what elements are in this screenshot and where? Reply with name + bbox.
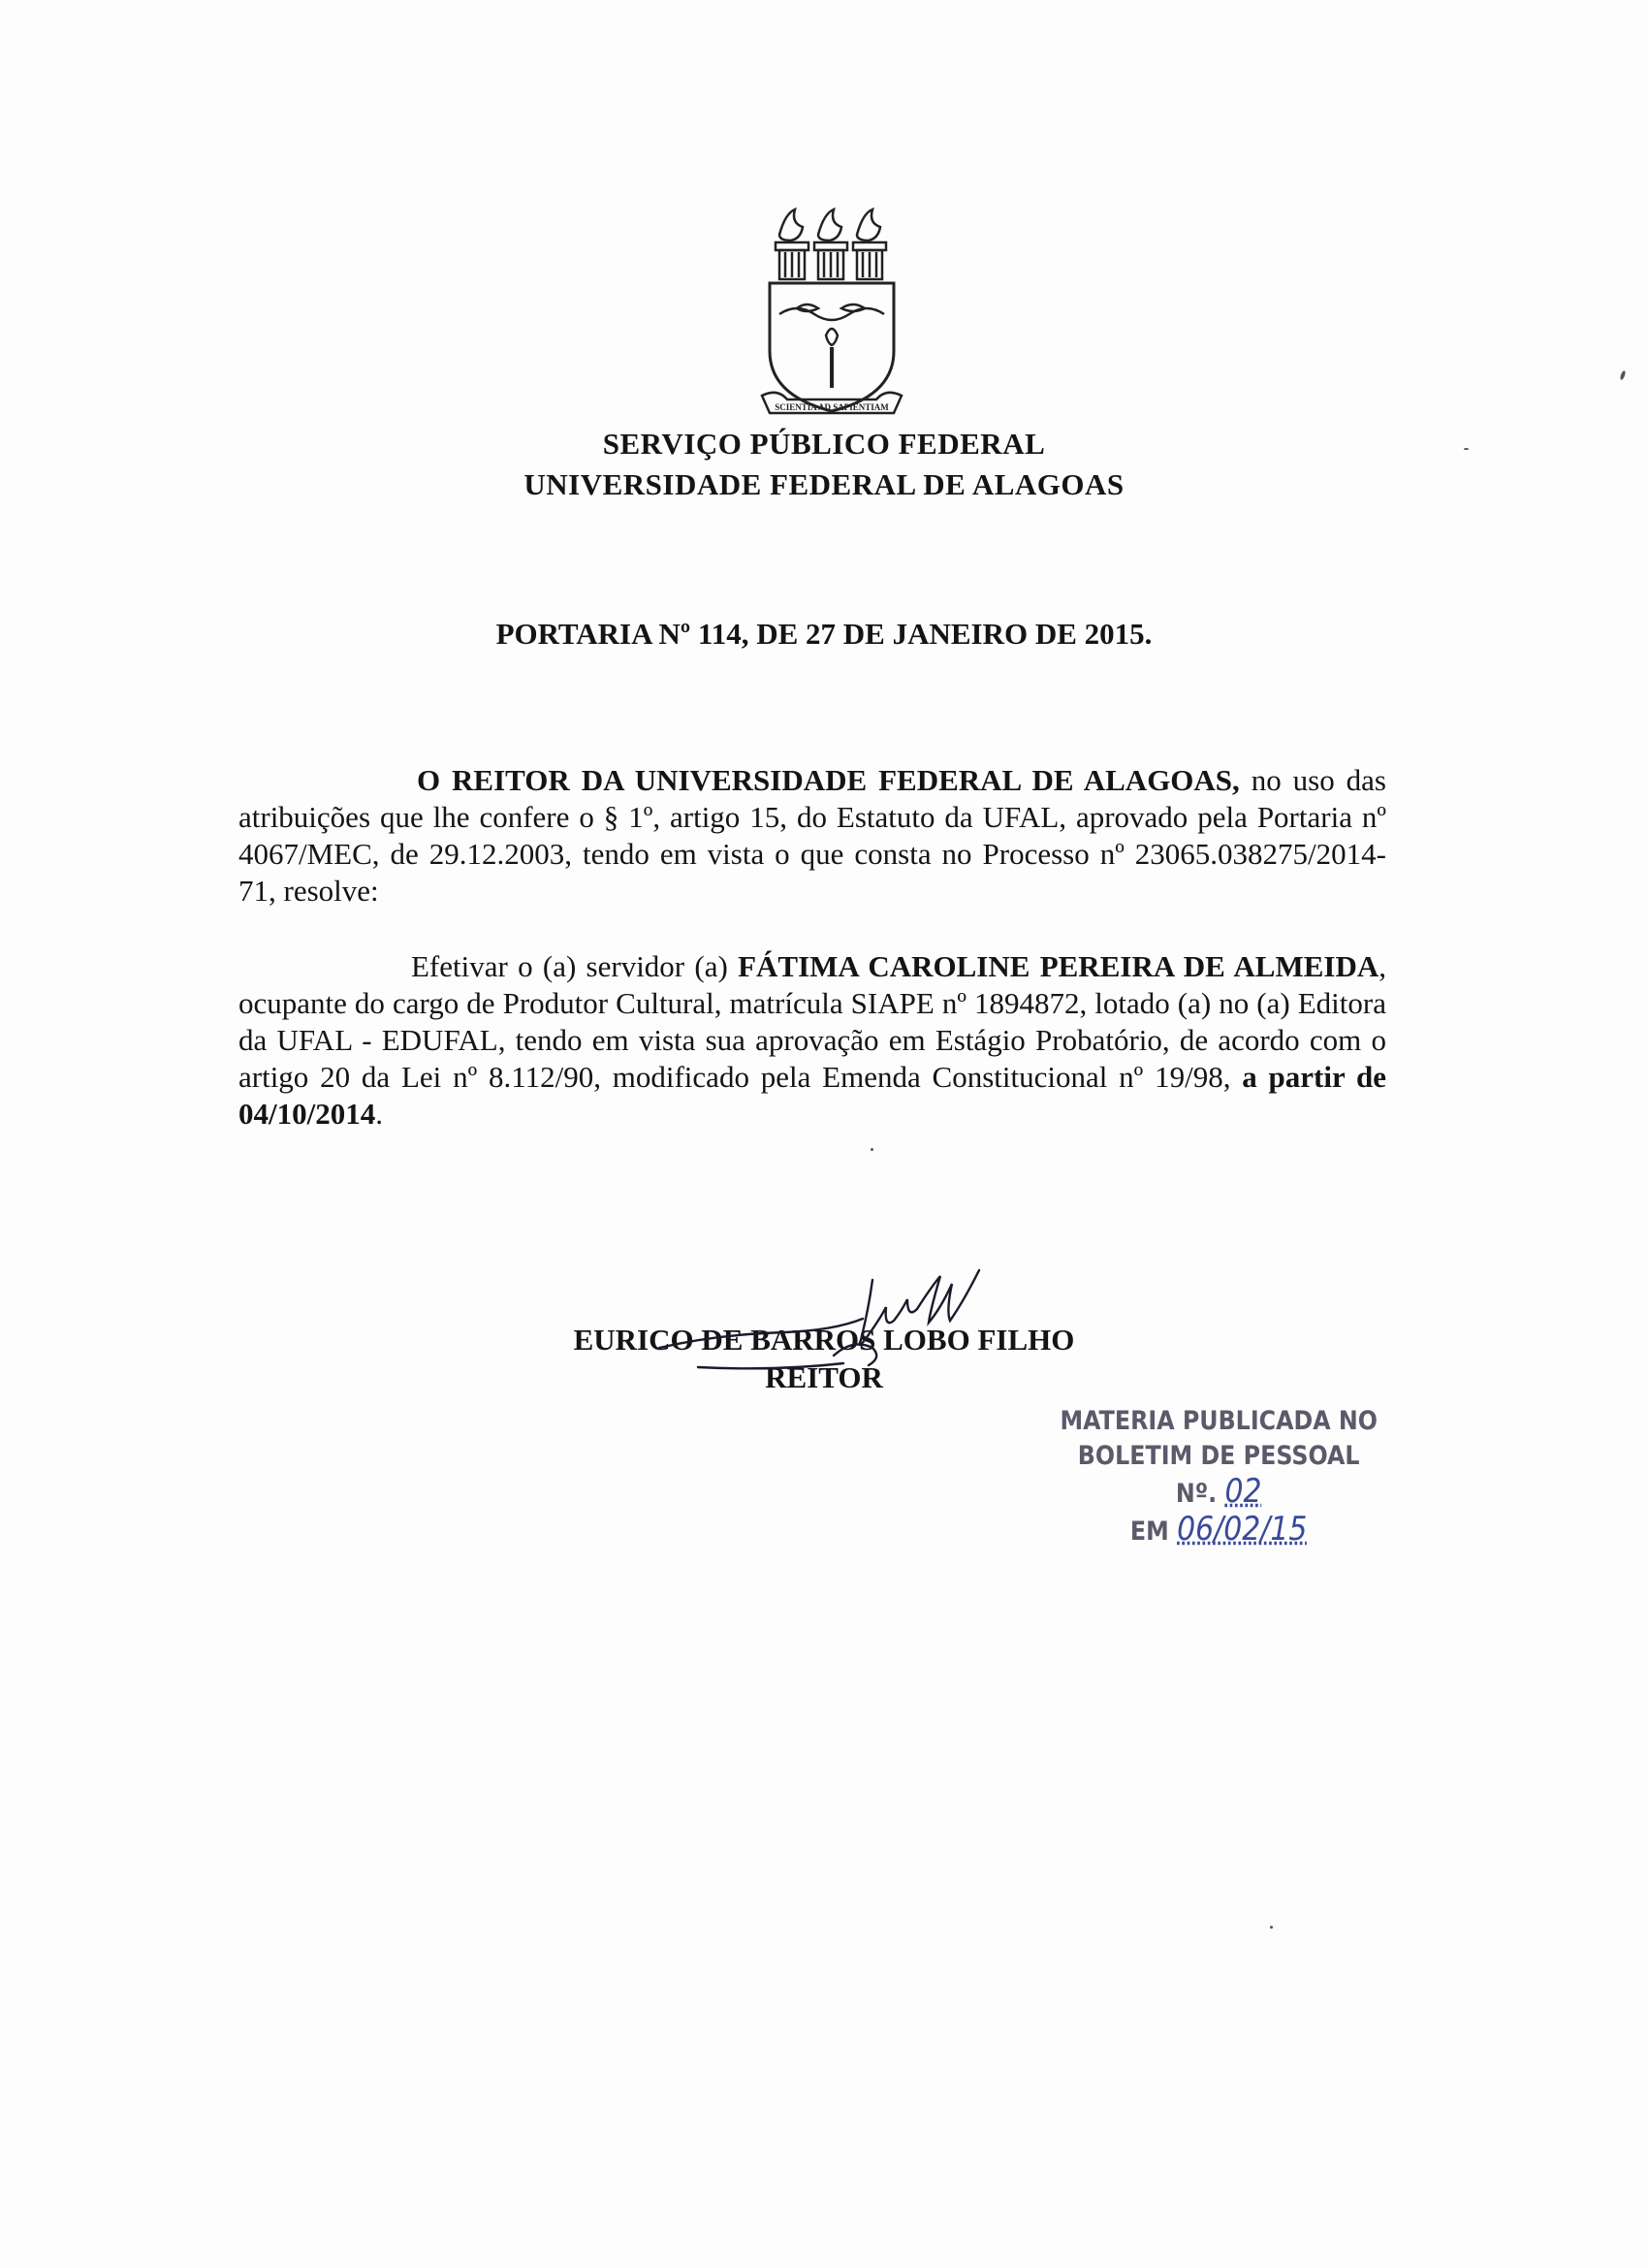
effective-date: a partir de 04/10/2014	[238, 1060, 1386, 1131]
signatory-title: REITOR	[765, 1360, 883, 1394]
crest-motto: SCIENTIA AD SAPIENTIAM	[775, 402, 889, 412]
portaria-title: PORTARIA Nº 114, DE 27 DE JANEIRO DE 2015.	[495, 617, 1153, 651]
paragraph-resolution	[238, 948, 1386, 1133]
preamble-bold: O REITOR DA UNIVERSIDADE FEDERAL DE ALAGOAS,	[417, 763, 1240, 797]
stamp-bulletin-number: 02	[1224, 1472, 1262, 1511]
employee-name: FÁTIMA CAROLINE PEREIRA DE ALMEIDA	[738, 949, 1379, 983]
header-line-2: UNIVERSIDADE FEDERAL DE ALAGOAS	[523, 467, 1125, 501]
resolution-end: .	[375, 1097, 383, 1131]
stamp-date-value: 06/02/15	[1177, 1510, 1308, 1549]
handwritten-signature	[640, 1251, 1047, 1406]
scan-speck	[871, 1148, 873, 1151]
stamp-date-label: EM	[1129, 1517, 1169, 1547]
stamp-bulletin-label: BOLETIM DE PESSOAL Nº.	[1077, 1441, 1360, 1509]
stamp-line-3	[1057, 1512, 1380, 1549]
scan-speck	[1464, 448, 1469, 450]
stamp-line-1: MATERIA PUBLICADA NO	[1060, 1406, 1378, 1436]
scan-speck	[1619, 370, 1626, 381]
university-crest-logo	[758, 206, 905, 421]
publication-stamp	[1057, 1404, 1380, 1549]
resolution-middle: , ocupante do cargo de Produtor Cultural, matrícula SIAPE nº 1894872, lotado (a) no (a) Editora da UFAL - EDUFAL, tendo em vista sua aprovação em Estágio Probatório, de acordo com o artigo 20 da Lei nº 8.112/90, modificado pela Emenda Constitucional nº 19/98,	[238, 949, 1386, 1094]
scan-speck	[1270, 1926, 1273, 1929]
signatory-name: EURICO DE BARROS LOBO FILHO	[573, 1323, 1075, 1357]
preamble-text: no uso das atribuições que lhe confere o § 1º, artigo 15, do Estatuto da UFAL, aprovado pela Portaria nº 4067/MEC, de 29.12.2003, tendo em vista o que consta no Processo nº 23065.038275/2014-71, resolve:	[238, 763, 1386, 908]
paragraph-preamble	[238, 762, 1386, 910]
header-line-1: SERVIÇO PÚBLICO FEDERAL	[602, 427, 1046, 461]
resolution-start: Efetivar o (a) servidor (a)	[411, 949, 739, 983]
stamp-line-2	[1057, 1439, 1380, 1512]
